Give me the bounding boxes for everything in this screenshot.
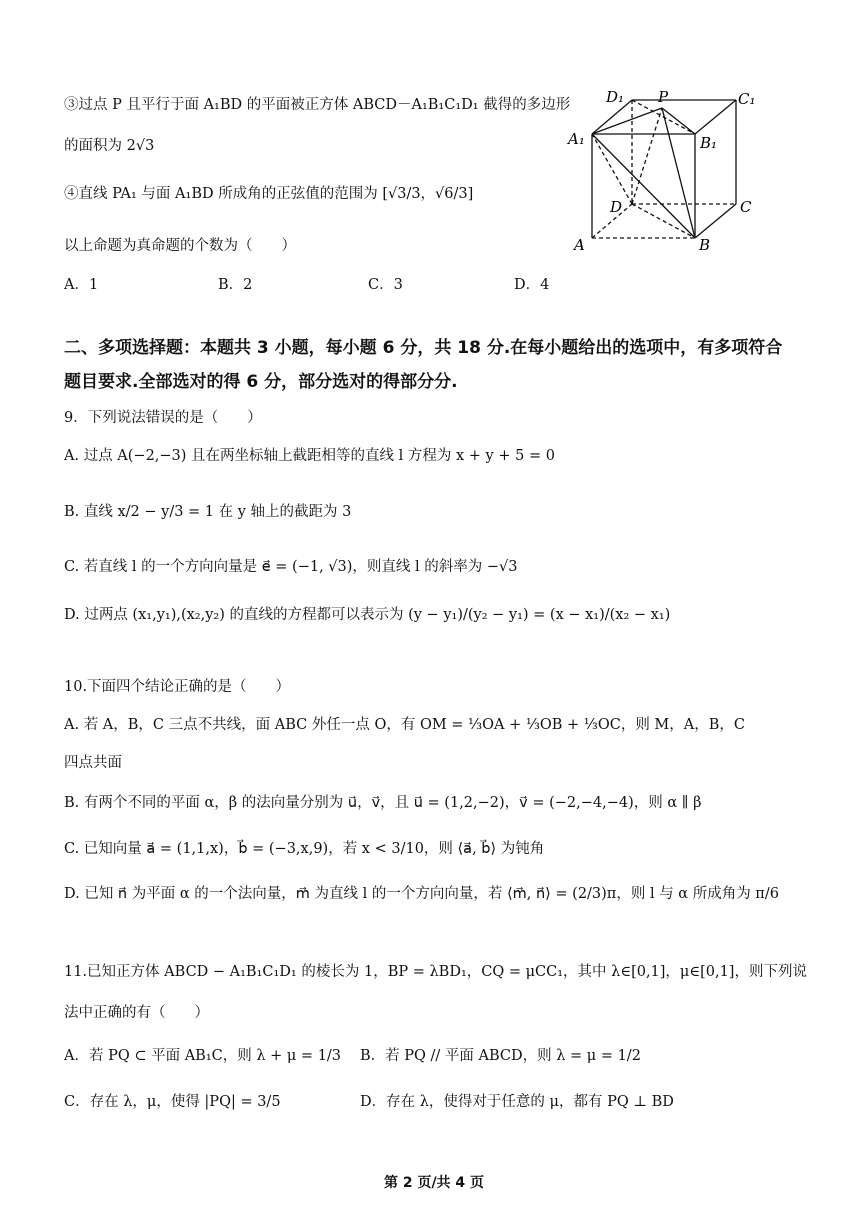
q9-option-a: A. 过点 A(−2,−3) 且在两坐标轴上截距相等的直线 l 方程为 x + y + 5 = 0 xyxy=(64,448,555,464)
q8-option-c: C．3 xyxy=(368,277,403,293)
label-d: D xyxy=(610,198,623,216)
q9-option-b: B. 直线 x/2 − y/3 = 1 在 y 轴上的截距为 3 xyxy=(64,504,352,520)
statement-3-line1: ③过点 P 且平行于面 A₁BD 的平面被正方体 ABCD－A₁B₁C₁D₁ 截得的多边形 xyxy=(64,97,571,113)
section-2-heading-line2: 题目要求.全部选对的得 6 分，部分选对的得部分分. xyxy=(64,372,458,392)
q10-option-a-line1: A. 若 A，B，C 三点不共线，面 ABC 外任一点 O，有 OM = ⅓OA + ⅓OB + ⅓OC，则 M，A，B，C xyxy=(64,717,746,733)
q11-option-a: A．若 PQ ⊂ 平面 AB₁C，则 λ + μ = 1/3 xyxy=(64,1048,342,1064)
q10-stem: 10.下面四个结论正确的是（ ） xyxy=(64,679,291,695)
q11-option-b: B．若 PQ // 平面 ABCD，则 λ = μ = 1/2 xyxy=(360,1048,641,1064)
q8-option-b: B．2 xyxy=(218,277,253,293)
label-d1: D₁ xyxy=(606,88,625,106)
q11-option-d: D．存在 λ，使得对于任意的 μ，都有 PQ ⊥ BD xyxy=(360,1094,674,1110)
q10-option-a-line2: 四点共面 xyxy=(64,755,122,771)
page-footer: 第 2 页/共 4 页 xyxy=(383,1175,485,1191)
label-p: P xyxy=(658,88,669,106)
q8-option-a: A．1 xyxy=(64,277,99,293)
q10-option-c: C. 已知向量 a⃗ = (1,1,x)，b⃗ = (−3,x,9)，若 x < 3/10，则 ⟨a⃗, b⃗⟩ 为钝角 xyxy=(64,841,545,857)
statement-3-line2: 的面积为 2√3 xyxy=(64,138,155,154)
q11-stem-line2: 法中正确的有（ ） xyxy=(64,1005,209,1021)
statement-4: ④直线 PA₁ 与面 A₁BD 所成角的正弦值的范围为 [√3/3，√6/3] xyxy=(64,186,474,202)
label-c: C xyxy=(740,198,752,216)
q10-option-b: B. 有两个不同的平面 α，β 的法向量分别为 u⃗，v⃗，且 u⃗ = (1,2,−2)，v⃗ = (−2,−4,−4)，则 α ∥ β xyxy=(64,795,702,811)
label-a1: A₁ xyxy=(568,130,585,148)
q11-option-c: C．存在 λ，μ，使得 |PQ| = 3/5 xyxy=(64,1094,281,1110)
q9-option-d: D. 过两点 (x₁,y₁),(x₂,y₂) 的直线的方程都可以表示为 (y − y₁)/(y₂ − y₁) = (x − x₁)/(x₂ − x₁) xyxy=(64,607,671,623)
label-b: B xyxy=(699,236,711,254)
question-8-prompt: 以上命题为真命题的个数为（ ） xyxy=(64,238,296,254)
cube-figure xyxy=(560,86,760,256)
q9-option-c: C. 若直线 l 的一个方向向量是 e⃗ = (−1, √3)，则直线 l 的斜率为 −√3 xyxy=(64,559,518,575)
q11-stem-line1: 11.已知正方体 ABCD − A₁B₁C₁D₁ 的棱长为 1，BP = λBD₁，CQ = μCC₁，其中 λ∈[0,1]，μ∈[0,1]，则下列说 xyxy=(64,964,807,980)
q10-option-d: D. 已知 n⃗ 为平面 α 的一个法向量，m⃗ 为直线 l 的一个方向向量，若 ⟨m⃗, n⃗⟩ = (2/3)π，则 l 与 α 所成角为 π/6 xyxy=(64,886,779,902)
section-2-heading-line1: 二、多项选择题：本题共 3 小题，每小题 6 分，共 18 分.在每小题给出的选项中，有多项符合 xyxy=(64,338,783,358)
label-a: A xyxy=(574,236,585,254)
label-c1: C₁ xyxy=(738,90,756,108)
q9-stem: 9．下列说法错误的是（ ） xyxy=(64,410,262,426)
q8-option-d: D．4 xyxy=(514,277,550,293)
label-b1: B₁ xyxy=(700,134,718,152)
